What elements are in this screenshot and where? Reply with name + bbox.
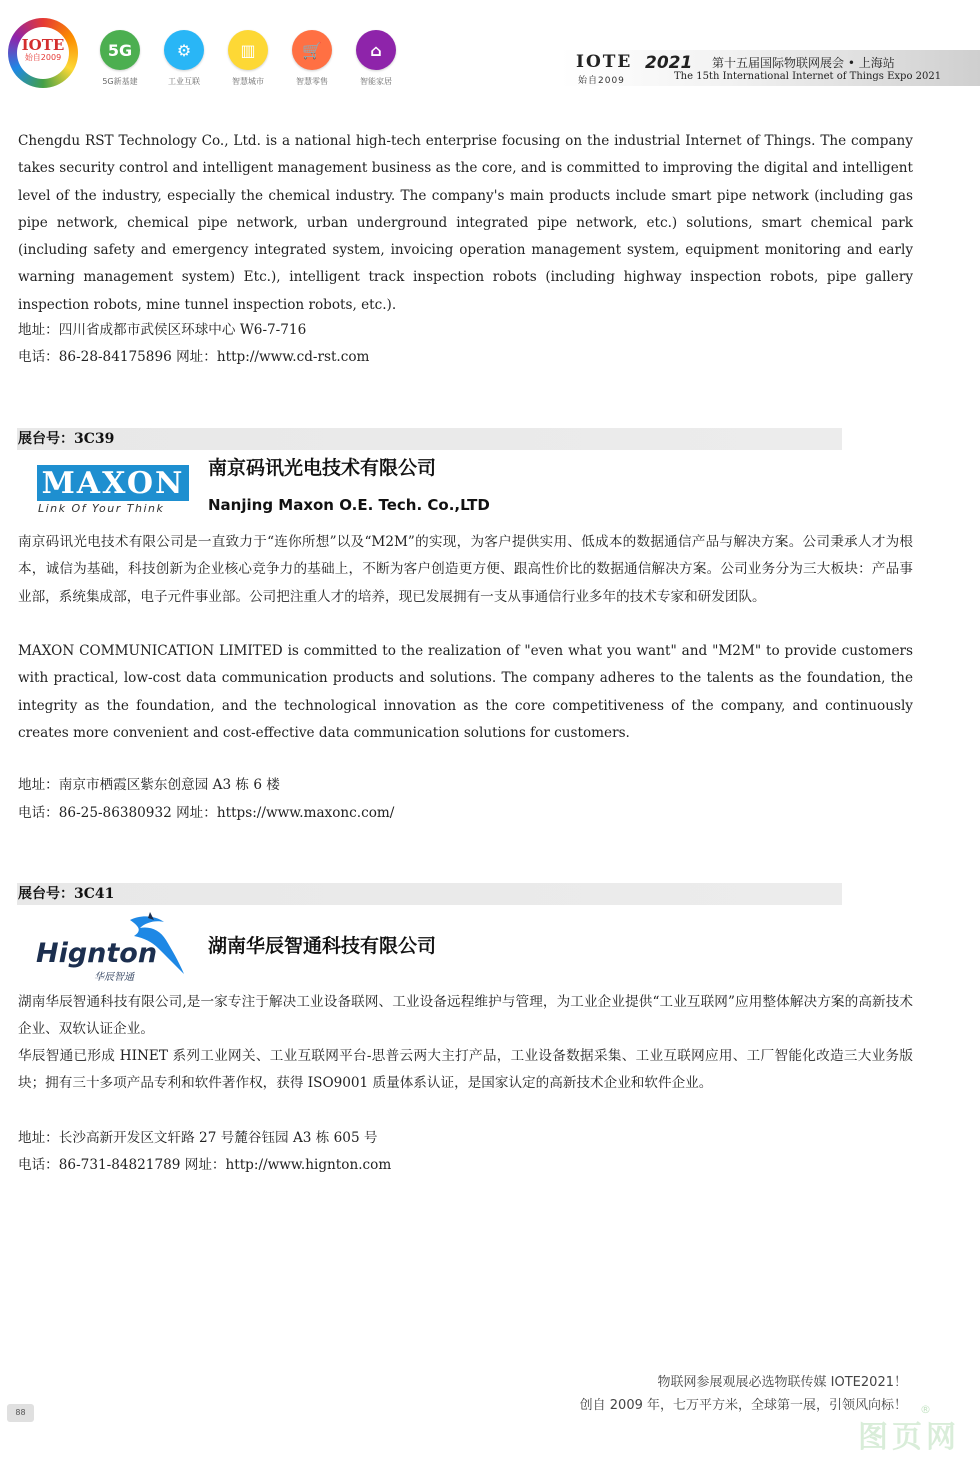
header-since: 始自2009: [578, 76, 625, 86]
hignton-logo-sub: 华辰智通: [94, 972, 134, 983]
hignton-name-cn: 湖南华辰智通科技有限公司: [208, 935, 437, 957]
gears-icon: ⚙: [164, 30, 204, 70]
category-label: 5G新基建: [102, 77, 138, 86]
hignton-logo: Hignton: [36, 938, 158, 969]
maxon-logo-slogan: Link Of Your Think: [38, 502, 165, 515]
category-label: 智慧零售: [296, 77, 328, 86]
booth-band-maxon: [17, 428, 842, 450]
maxon-name-cn: 南京码讯光电技术有限公司: [208, 457, 437, 479]
iote-logo-title: IOTE: [21, 36, 65, 54]
category-label: 智能家居: [360, 77, 392, 86]
5g-icon: 5G: [100, 30, 140, 70]
maxon-contact: 电话：86-25-86380932 网址：https://www.maxonc.com/: [18, 805, 395, 821]
page-number: 88: [7, 1404, 34, 1422]
rst-contact: 电话：86-28-84175896 网址：http://www.cd-rst.com: [18, 349, 370, 365]
header-year: 2021: [645, 53, 693, 73]
maxon-name-en: Nanjing Maxon O.E. Tech. Co.,LTD: [208, 496, 490, 514]
iote-logo: [8, 18, 78, 88]
category-label: 智慧城市: [232, 77, 264, 86]
booth-number-maxon: 展台号：3C39: [18, 431, 115, 447]
maxon-address: 地址：南京市栖霞区紫东创意园 A3 栋 6 楼: [18, 777, 280, 793]
iote-logo-subtitle: 始自2009: [24, 53, 62, 62]
header-event-en: The 15th International Internet of Things Expo 2021: [674, 71, 942, 82]
hignton-address: 地址：长沙高新开发区文轩路 27 号麓谷钰园 A3 栋 605 号: [18, 1130, 378, 1146]
category-smart-home: [354, 30, 398, 87]
category-smart-city: [226, 30, 270, 87]
booth-number-hignton: 展台号：3C41: [18, 886, 115, 902]
maxon-logo: MAXON: [37, 465, 189, 501]
hignton-description-1: 湖南华辰智通科技有限公司,是一家专注于解决工业设备联网、工业设备远程维护与管理，为工业企业提供“工业互联网”应用整体解决方案的高新技术企业、双软认证企业。: [18, 994, 913, 1038]
header-event-cn: 第十五届国际物联网展会 • 上海站: [712, 56, 895, 70]
category-label: 工业互联: [168, 77, 200, 86]
hignton-description-2: 华辰智通已形成 HINET 系列工业网关、工业互联网平台-思普云两大主打产品，工业设备数据采集、工业互联网应用、工厂智能化改造三大业务版块；拥有三十多项产品专利和软件著作权，获得 ISO9001 质量体系认证，是国家认定的高新技术企业和软件企业。: [18, 1048, 913, 1092]
city-buildings-icon: ▥: [228, 30, 268, 70]
hignton-contact: 电话：86-731-84821789 网址：http://www.hignton.com: [18, 1157, 392, 1173]
category-smart-retail: [290, 30, 334, 87]
category-industrial: [162, 30, 206, 87]
maxon-description-en: MAXON COMMUNICATION LIMITED is committed to the realization of "even what you want" and "M2M" to provide customers with practical, low-cost data communication products and solutions. The company adheres to the talents as the foundation, the integrity as the foundation, and the technological innovation as the core competitiveness of the company, and continuously creates more convenient and cost-effective data communication solutions for customers.: [18, 643, 913, 741]
category-5g: [98, 30, 142, 87]
smart-home-icon: ⌂: [356, 30, 396, 70]
booth-band-hignton: [17, 883, 842, 905]
footer-slogan-1: 物联网参展观展必选物联传媒 IOTE2021！: [657, 1375, 907, 1390]
maxon-description-cn: 南京码讯光电技术有限公司是一直致力于“连你所想”以及“M2M”的实现，为客户提供实用、低成本的数据通信产品与解决方案。公司秉承人才为根本，诚信为基础，科技创新为企业核心竞争力的基础上，不断为客户创造更方便、跟高性价比的数据通信解决方案。公司业务分为三大板块：产品事业部，系统集成部，电子元件事业部。公司把注重人才的培养，现已发展拥有一支从事通信行业多年的技术专家和研发团队。: [18, 534, 913, 605]
watermark-registered-mark: ®: [920, 1403, 931, 1416]
rst-address: 地址：四川省成都市武侯区环球中心 W6-7-716: [18, 322, 307, 338]
shopping-cart-icon: 🛒: [292, 30, 332, 70]
rst-description: Chengdu RST Technology Co., Ltd. is a national high-tech enterprise focusing on the industrial Internet of Things. The company takes security control and intelligent management business as the core, and is committed to improving the digital and intelligent level of the industry, especially the chemical industry. The company's main products include smart pipe network (including gas pipe network, chemical pipe network, urban underground integrated pipe network, etc.) solutions, smart chemical park (including safety and emergency integrated system, invoicing operation management system, equipment monitoring and early warning management system) Etc.), intelligent track inspection robots (including highway inspection robots, pipe gallery inspection robots, mine tunnel inspection robots, etc.).: [18, 133, 913, 313]
header-brand: IOTE: [576, 52, 633, 72]
watermark: 图页网: [858, 1420, 960, 1455]
footer-slogan-2: 创自 2009 年，七万平方米，全球第一展，引领风向标！: [579, 1398, 907, 1413]
